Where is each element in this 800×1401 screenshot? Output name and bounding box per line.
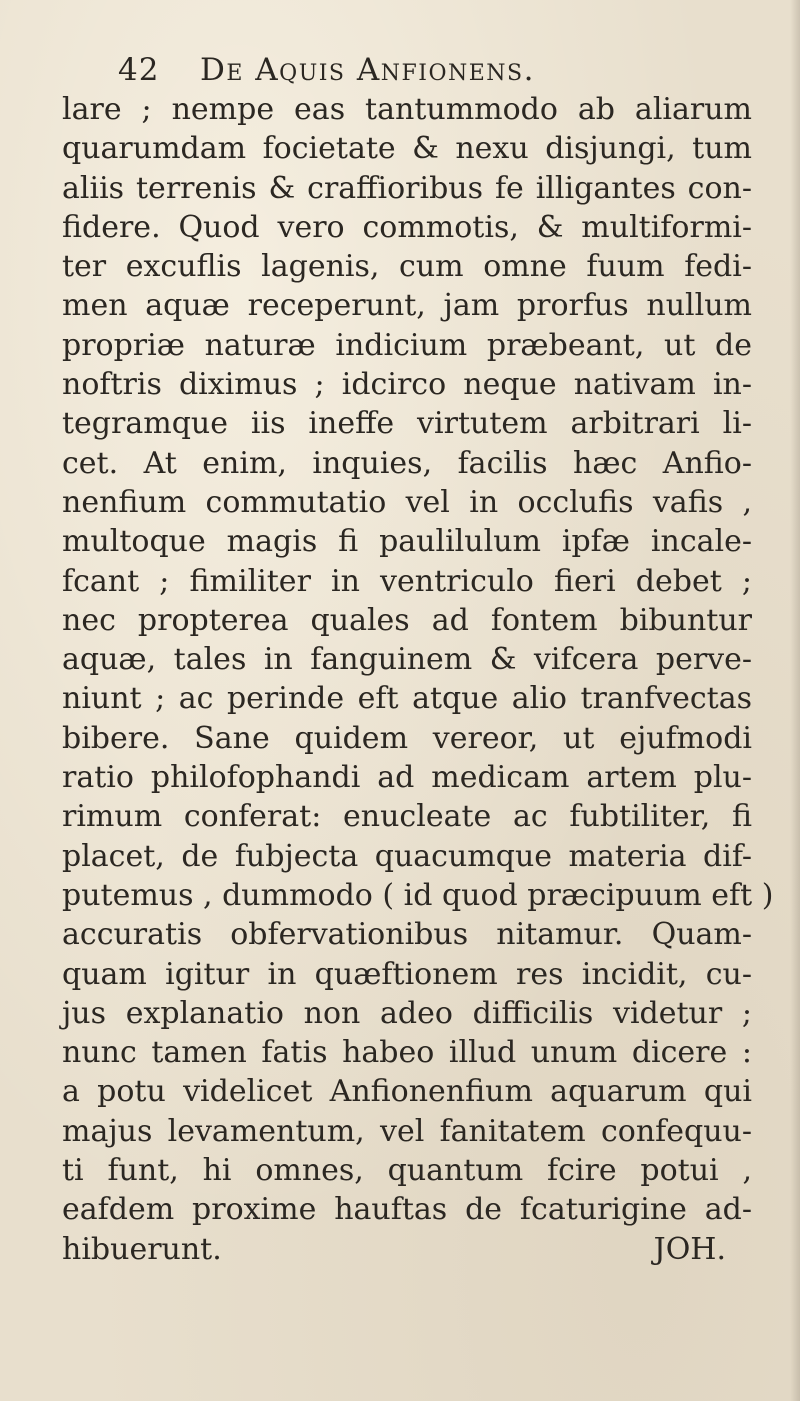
text-line: propriæ naturæ indicium præbeant, ut de bbox=[62, 327, 752, 363]
text-line: nec propterea quales ad fontem bibuntur bbox=[62, 602, 752, 638]
text-line: ratio philofophandi ad medicam artem plu- bbox=[62, 760, 752, 796]
body-text bbox=[62, 90, 774, 1269]
text-line-last bbox=[62, 1230, 752, 1269]
text-line: placet, de fubjecta quacumque materia dif- bbox=[62, 838, 752, 874]
text-line: fidere. Quod vero commotis, & multiformi- bbox=[62, 209, 752, 245]
catchword: JOH. bbox=[653, 1231, 726, 1267]
text-line: ti funt, hi omnes, quantum fcire potui , bbox=[62, 1153, 752, 1189]
text-line: quam igitur in quæftionem res incidit, cu- bbox=[62, 956, 752, 992]
text-line: nunc tamen fatis habeo illud unum dicere : bbox=[62, 1035, 752, 1071]
text-line: quarumdam focietate & nexu disjungi, tum bbox=[62, 131, 752, 167]
text-line: majus levamentum, vel fanitatem confequu- bbox=[62, 1113, 752, 1149]
text-line: accuratis obfervationibus nitamur. Quam- bbox=[62, 917, 752, 953]
final-line-text: hibuerunt. bbox=[62, 1231, 222, 1267]
page-header bbox=[118, 52, 758, 92]
running-head: De Aquis Anfionens. bbox=[200, 52, 535, 88]
text-line: niunt ; ac perinde eft atque alio tranfvectas bbox=[62, 681, 752, 717]
text-line: putemus , dummodo ( id quod præcipuum eft ) bbox=[62, 877, 774, 913]
text-line: aliis terrenis & craffioribus fe illigantes con- bbox=[62, 170, 752, 206]
text-line: cet. At enim, inquies, facilis hæc Anfio- bbox=[62, 445, 752, 481]
text-line: a potu videlicet Anfionenfium aquarum qui bbox=[62, 1074, 752, 1110]
text-line: noftris diximus ; idcirco neque nativam in- bbox=[62, 367, 752, 403]
text-line: lare ; nempe eas tantummodo ab aliarum bbox=[62, 92, 752, 127]
text-line: fcant ; fimiliter in ventriculo fieri debet ; bbox=[62, 563, 752, 599]
text-line: eafdem proxime hauftas de fcaturigine ad- bbox=[62, 1192, 752, 1228]
text-line: bibere. Sane quidem vereor, ut ejufmodi bbox=[62, 720, 752, 756]
page-edge-shadow bbox=[790, 0, 800, 1401]
page-number: 42 bbox=[118, 52, 160, 88]
text-line: rimum conferat: enucleate ac fubtiliter, fi bbox=[62, 799, 752, 835]
text-line: men aquæ receperunt, jam prorfus nullum bbox=[62, 288, 752, 324]
text-line: ter excuflis lagenis, cum omne fuum fedi- bbox=[62, 249, 752, 285]
text-line: nenfium commutatio vel in occlufis vafis , bbox=[62, 484, 752, 520]
text-line: tegramque iis ineffe virtutem arbitrari li- bbox=[62, 406, 752, 442]
text-line: multoque magis fi paulilulum ipfæ incale- bbox=[62, 524, 752, 560]
text-line: jus explanatio non adeo difficilis videtur ; bbox=[62, 995, 752, 1031]
text-line: aquæ, tales in fanguinem & vifcera perve- bbox=[62, 642, 752, 678]
